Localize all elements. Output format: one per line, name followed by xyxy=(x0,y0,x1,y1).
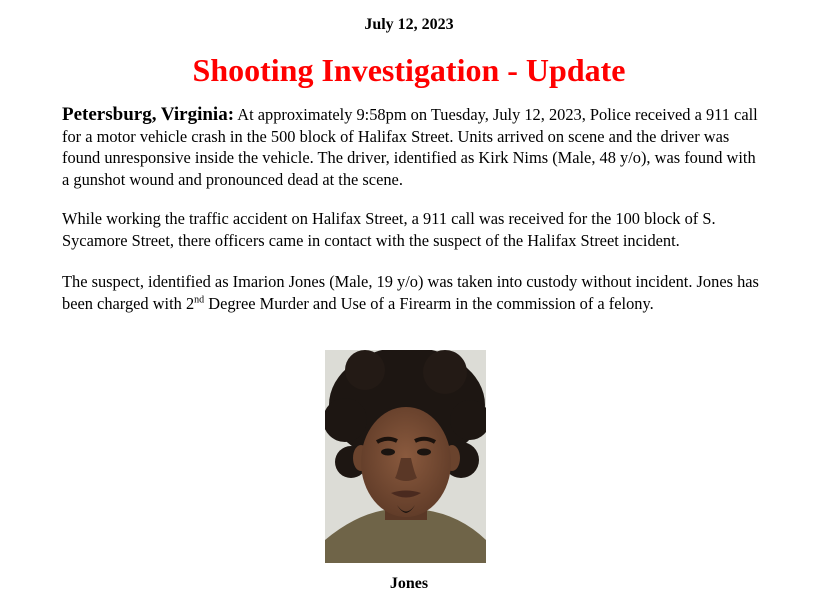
photo-caption: Jones xyxy=(389,575,429,592)
paragraph-incident xyxy=(62,104,762,190)
suspect-portrait-image xyxy=(325,350,486,563)
paragraph-suspect xyxy=(62,271,762,314)
incident-text: At approximately 9:58pm on Tuesday, July 12, 2023, Police received a 911 call for a motor vehicle crash in the 500 block of Halifax Street. Units arrived on scene and the driver was found unresponsive inside the vehicle. The driver, identified as Kirk Nims (Male, 48 y/o), was found with a gunshot wound and pronounced dead at the scene. xyxy=(62,105,758,189)
suspect-text-part1: The suspect, identified as Imarion Jones (Male, 19 y/o) was taken into custody without incident. Jones has been charged with 2 xyxy=(62,272,759,313)
paragraph-traffic: While working the traffic accident on Halifax Street, a 911 call was received for the 100 block of S. Sycamore Street, there officers came in contact with the suspect of the Halifax Street incident. xyxy=(62,209,716,250)
page-title: Shooting Investigation - Update xyxy=(192,52,626,88)
suspect-text-part2: Degree Murder and Use of a Firearm in the commission of a felony. xyxy=(204,293,654,313)
ordinal-suffix: nd xyxy=(194,294,205,306)
suspect-photo xyxy=(325,350,486,563)
dateline: Petersburg, Virginia: xyxy=(62,104,235,125)
release-date: July 12, 2023 xyxy=(364,16,454,33)
